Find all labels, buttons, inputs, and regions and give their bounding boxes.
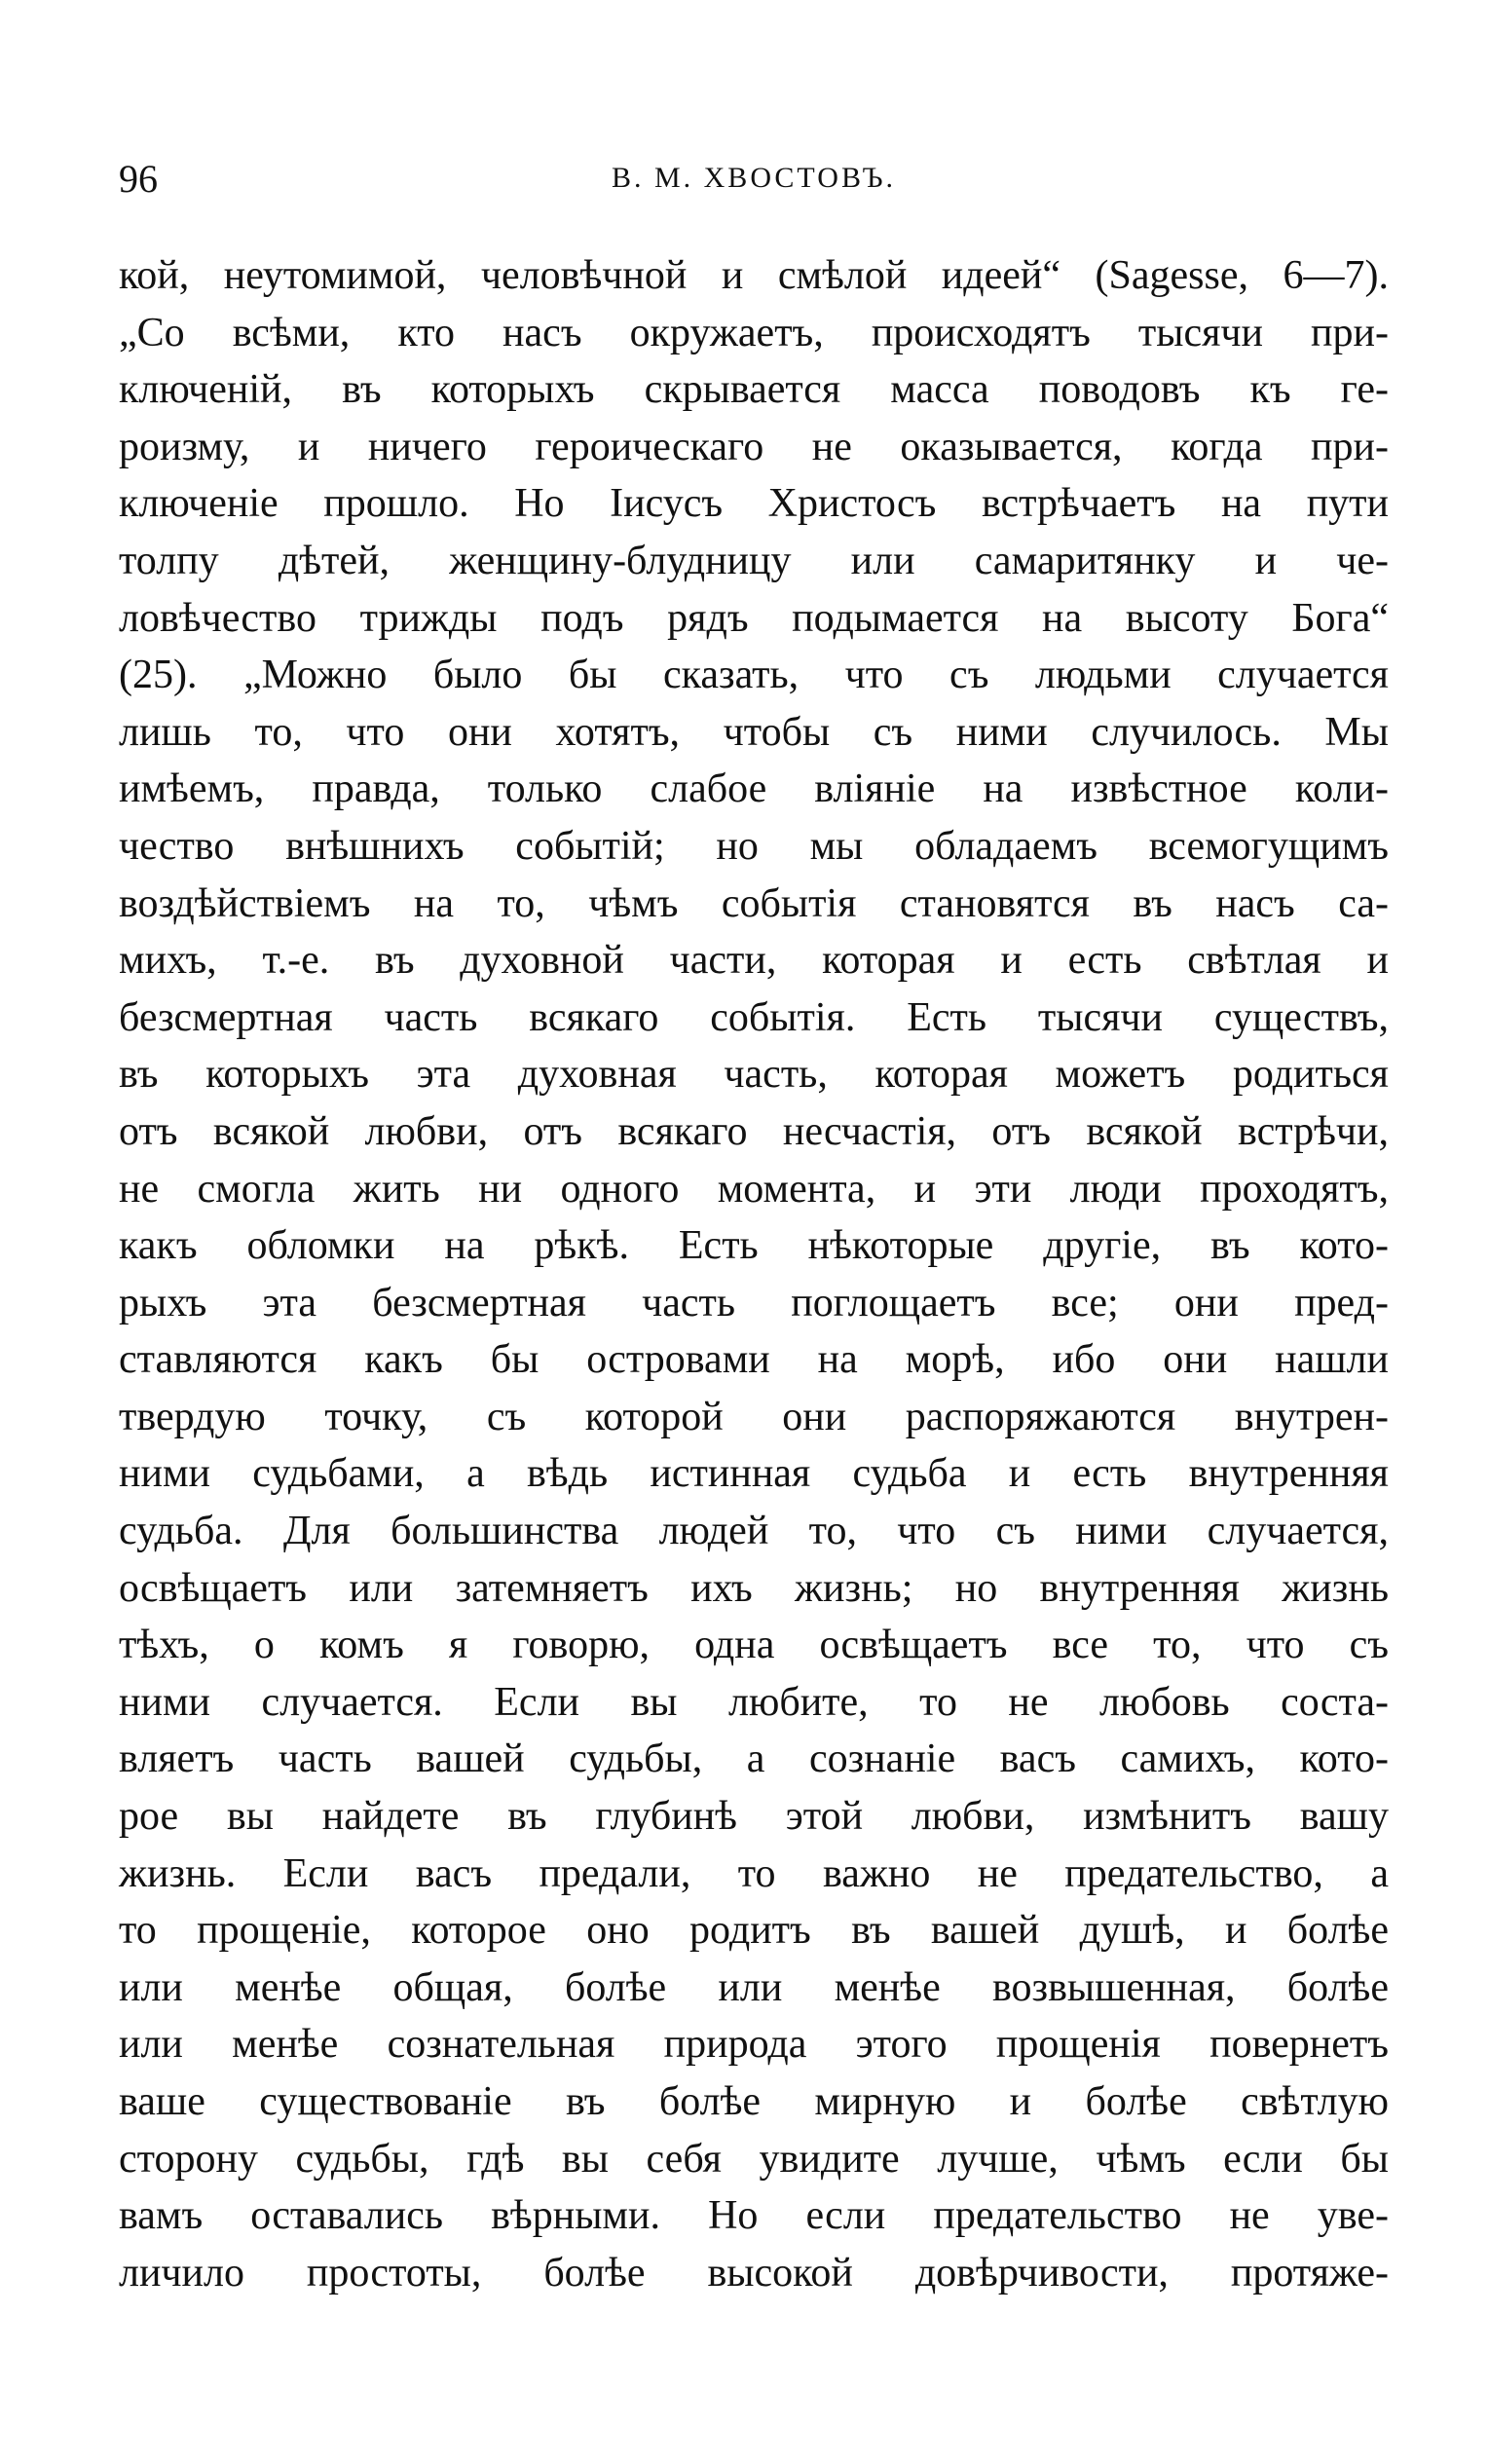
text-line: жизнь. Если васъ предали, то важно не предательство, а <box>119 1850 1389 1896</box>
text-line: рое вы найдете въ глубинѣ этой любви, измѣнитъ вашу <box>119 1794 1389 1840</box>
text-line: вамъ оставались вѣрными. Но если предательство не уве- <box>119 2193 1389 2239</box>
text-line: отъ всякой любви, отъ всякаго несчастія, отъ всякой встрѣчи, <box>119 1108 1389 1154</box>
text-line: то прощеніе, которое оно родитъ въ вашей душѣ, и болѣе <box>119 1908 1389 1954</box>
text-line: сторону судьбы, гдѣ вы себя увидите лучше, чѣмъ если бы <box>119 2136 1389 2182</box>
text-line: „Со всѣми, кто насъ окружаетъ, происходятъ тысячи при- <box>119 310 1389 355</box>
text-line: не смогла жить ни одного момента, и эти люди проходятъ, <box>119 1166 1389 1212</box>
text-line: въ которыхъ эта духовная часть, которая можетъ родиться <box>119 1052 1389 1098</box>
text-line: чество внѣшнихъ событій; но мы обладаемъ всемогущимъ <box>119 823 1389 869</box>
text-line: безсмертная часть всякаго событія. Есть тысячи существъ, <box>119 994 1389 1040</box>
text-line: какъ обломки на рѣкѣ. Есть нѣкоторые другіе, въ кото- <box>119 1223 1389 1269</box>
text-line: роизму, и ничего героическаго не оказывается, когда при- <box>119 424 1389 469</box>
body-text <box>119 247 1389 2301</box>
text-line: судьба. Для большинства людей то, что съ ними случается, <box>119 1509 1389 1554</box>
text-line: толпу дѣтей, женщину-блудницу или самаритянку и че- <box>119 538 1389 583</box>
text-line: рыхъ эта безсмертная часть поглощаетъ все; они пред- <box>119 1280 1389 1325</box>
page-header <box>119 156 1389 214</box>
text-line: воздѣйствіемъ на то, чѣмъ событія становятся въ насъ са- <box>119 880 1389 926</box>
page-number: 96 <box>119 157 158 201</box>
text-line: ваше существованіе въ болѣе мирную и болѣе свѣтлую <box>119 2079 1389 2124</box>
text-line: (25). „Можно было бы сказать, что съ людьми случается <box>119 653 1389 698</box>
text-line: или менѣе общая, болѣе или менѣе возвышенная, болѣе <box>119 1964 1389 2010</box>
text-line: ключеній, въ которыхъ скрывается масса поводовъ къ ге- <box>119 367 1389 413</box>
text-line: тѣхъ, о комъ я говорю, одна освѣщаетъ все то, что съ <box>119 1623 1389 1668</box>
text-line: личило простоты, болѣе высокой довѣрчивости, протяже- <box>119 2250 1389 2296</box>
text-line: ключеніе прошло. Но Іисусъ Христосъ встрѣчаетъ на пути <box>119 481 1389 527</box>
text-line: имѣемъ, правда, только слабое вліяніе на извѣстное коли- <box>119 766 1389 812</box>
text-line: ними случается. Если вы любите, то не любовь соста- <box>119 1679 1389 1725</box>
text-line: ставляются какъ бы островами на морѣ, ибо они нашли <box>119 1337 1389 1383</box>
text-line: ловѣчество трижды подъ рядъ подымается на высоту Бога“ <box>119 595 1389 641</box>
running-title: В. М. ХВОСТОВЪ. <box>611 162 897 194</box>
text-line: твердую точку, съ которой они распоряжаются внутрен- <box>119 1394 1389 1439</box>
text-line: освѣщаетъ или затемняетъ ихъ жизнь; но внутренняя жизнь <box>119 1565 1389 1611</box>
text-line: михъ, т.-е. въ духовной части, которая и есть свѣтлая и <box>119 938 1389 984</box>
text-line: или менѣе сознательная природа этого прощенія повернетъ <box>119 2022 1389 2068</box>
text-line: вляетъ часть вашей судьбы, а сознаніе васъ самихъ, кото- <box>119 1736 1389 1782</box>
text-line: лишь то, что они хотятъ, чтобы съ ними случилось. Мы <box>119 709 1389 755</box>
text-line: кой, неутомимой, человѣчной и смѣлой идеей“ (Sagesse, 6—7). <box>119 253 1389 298</box>
text-line: ними судьбами, а вѣдь истинная судьба и есть внутренняя <box>119 1451 1389 1497</box>
